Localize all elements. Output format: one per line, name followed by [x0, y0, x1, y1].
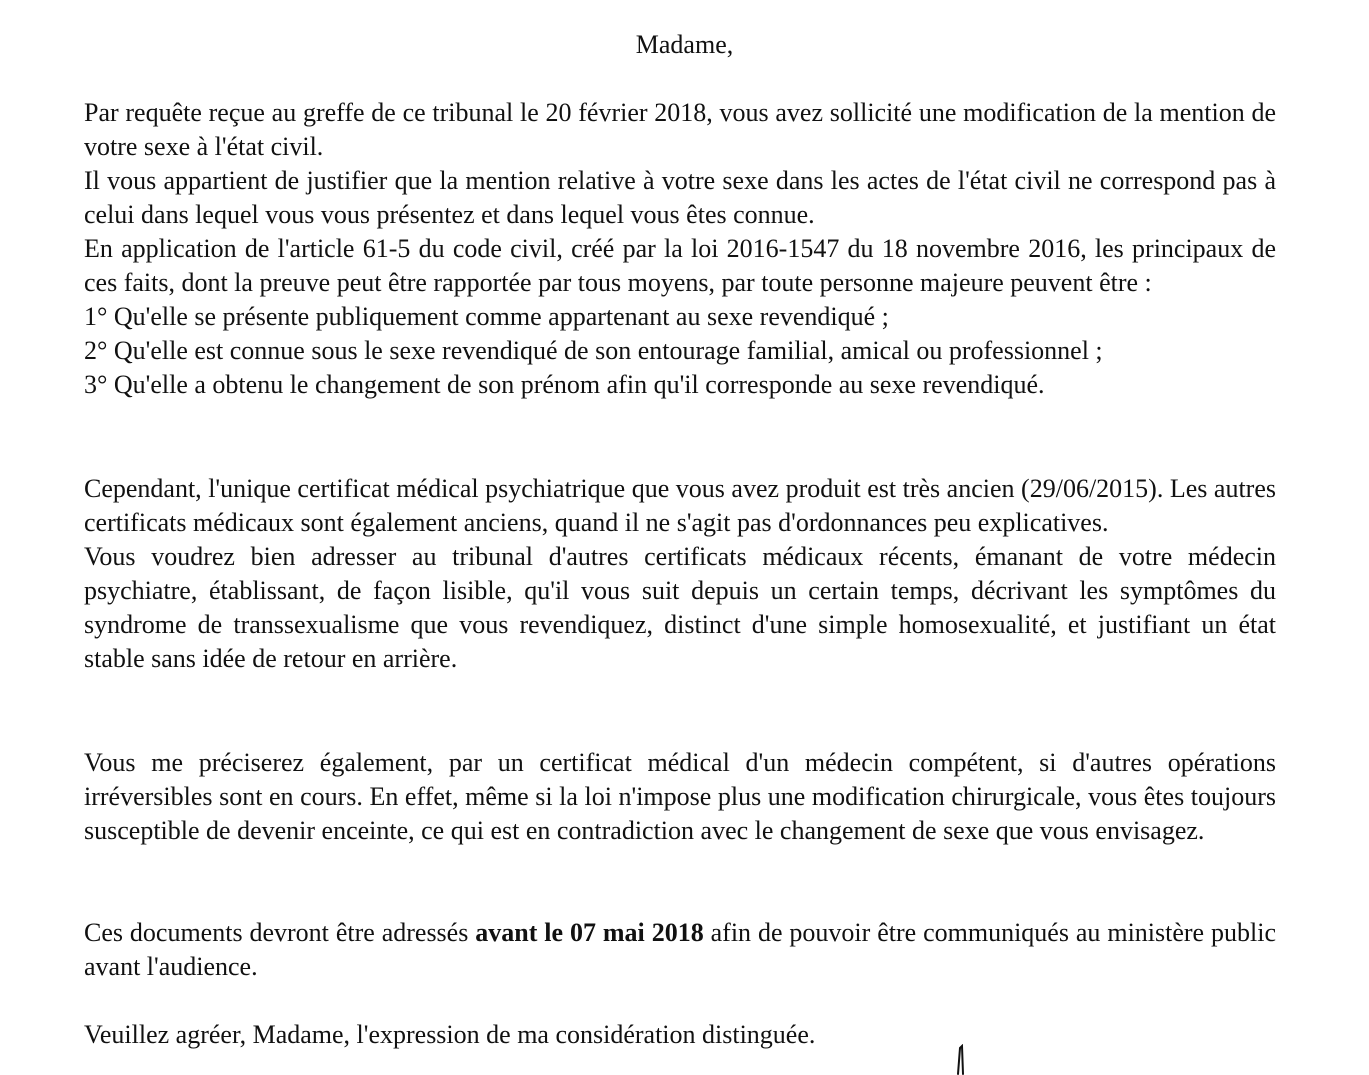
list-item-3: 3° Qu'elle a obtenu le changement de son prénom afin qu'il corresponde au sexe revendiqué.: [84, 370, 1045, 399]
paragraph-certificates: Cependant, l'unique certificat médical psychiatrique que vous avez produit est très ancien (29/06/2015). Les autres certificats médicaux sont également anciens, quand il ne s'agit pas d'ordonnances peu explicatives.: [84, 474, 1276, 537]
paragraph-request: Par requête reçue au greffe de ce tribunal le 20 février 2018, vous avez sollicité une modification de la mention de votre sexe à l'état civil.: [84, 98, 1276, 161]
closing-formula: Veuillez agréer, Madame, l'expression de ma considération distinguée.: [84, 1020, 816, 1049]
deadline-text-before: Ces documents devront être adressés: [84, 918, 476, 947]
request-section: [84, 96, 1276, 402]
paragraph-article: En application de l'article 61-5 du code civil, créé par la loi 2016-1547 du 18 novembre 2016, les principaux de ces faits, dont la preuve peut être rapportée par tous moyens, par toute personne majeure peuvent être :: [84, 234, 1276, 297]
signature-stroke-icon: [954, 1044, 968, 1075]
deadline-section: [84, 916, 1276, 984]
paragraph-deadline: [84, 916, 1276, 984]
paragraph-new-certificates: Vous voudrez bien adresser au tribunal d'autres certificats médicaux récents, émanant de votre médecin psychiatre, établissant, de façon lisible, qu'il vous suit depuis un certain temps, décrivant les symptômes du syndrome de transsexualisme que vous revendiquez, distinct d'une simple homosexualité, et justifiant un état stable sans idée de retour en arrière.: [84, 542, 1276, 673]
deadline-date: avant le 07 mai 2018: [475, 918, 704, 947]
list-item-1: 1° Qu'elle se présente publiquement comme appartenant au sexe revendiqué ;: [84, 302, 889, 331]
paragraph-operations: Vous me préciserez également, par un certificat médical d'un médecin compétent, si d'autres opérations irréversibles sont en cours. En effet, même si la loi n'impose plus une modification chirurgicale, vous êtes toujours susceptible de devenir enceinte, ce qui est en contradiction avec le changement de sexe que vous envisagez.: [84, 748, 1276, 845]
closing-section: [84, 1018, 1276, 1052]
deadline-text-after: afin de pouvoir être communiqués au ministère public avant l'audience.: [84, 918, 1277, 981]
paragraph-justification: Il vous appartient de justifier que la mention relative à votre sexe dans les actes de l'état civil ne correspond pas à celui dans lequel vous vous présentez et dans lequel vous êtes connue.: [84, 166, 1276, 229]
list-item-2: 2° Qu'elle est connue sous le sexe revendiqué de son entourage familial, amical ou professionnel ;: [84, 336, 1103, 365]
certificates-section: [84, 472, 1276, 676]
operations-section: [84, 746, 1276, 848]
salutation: Madame,: [635, 30, 734, 59]
